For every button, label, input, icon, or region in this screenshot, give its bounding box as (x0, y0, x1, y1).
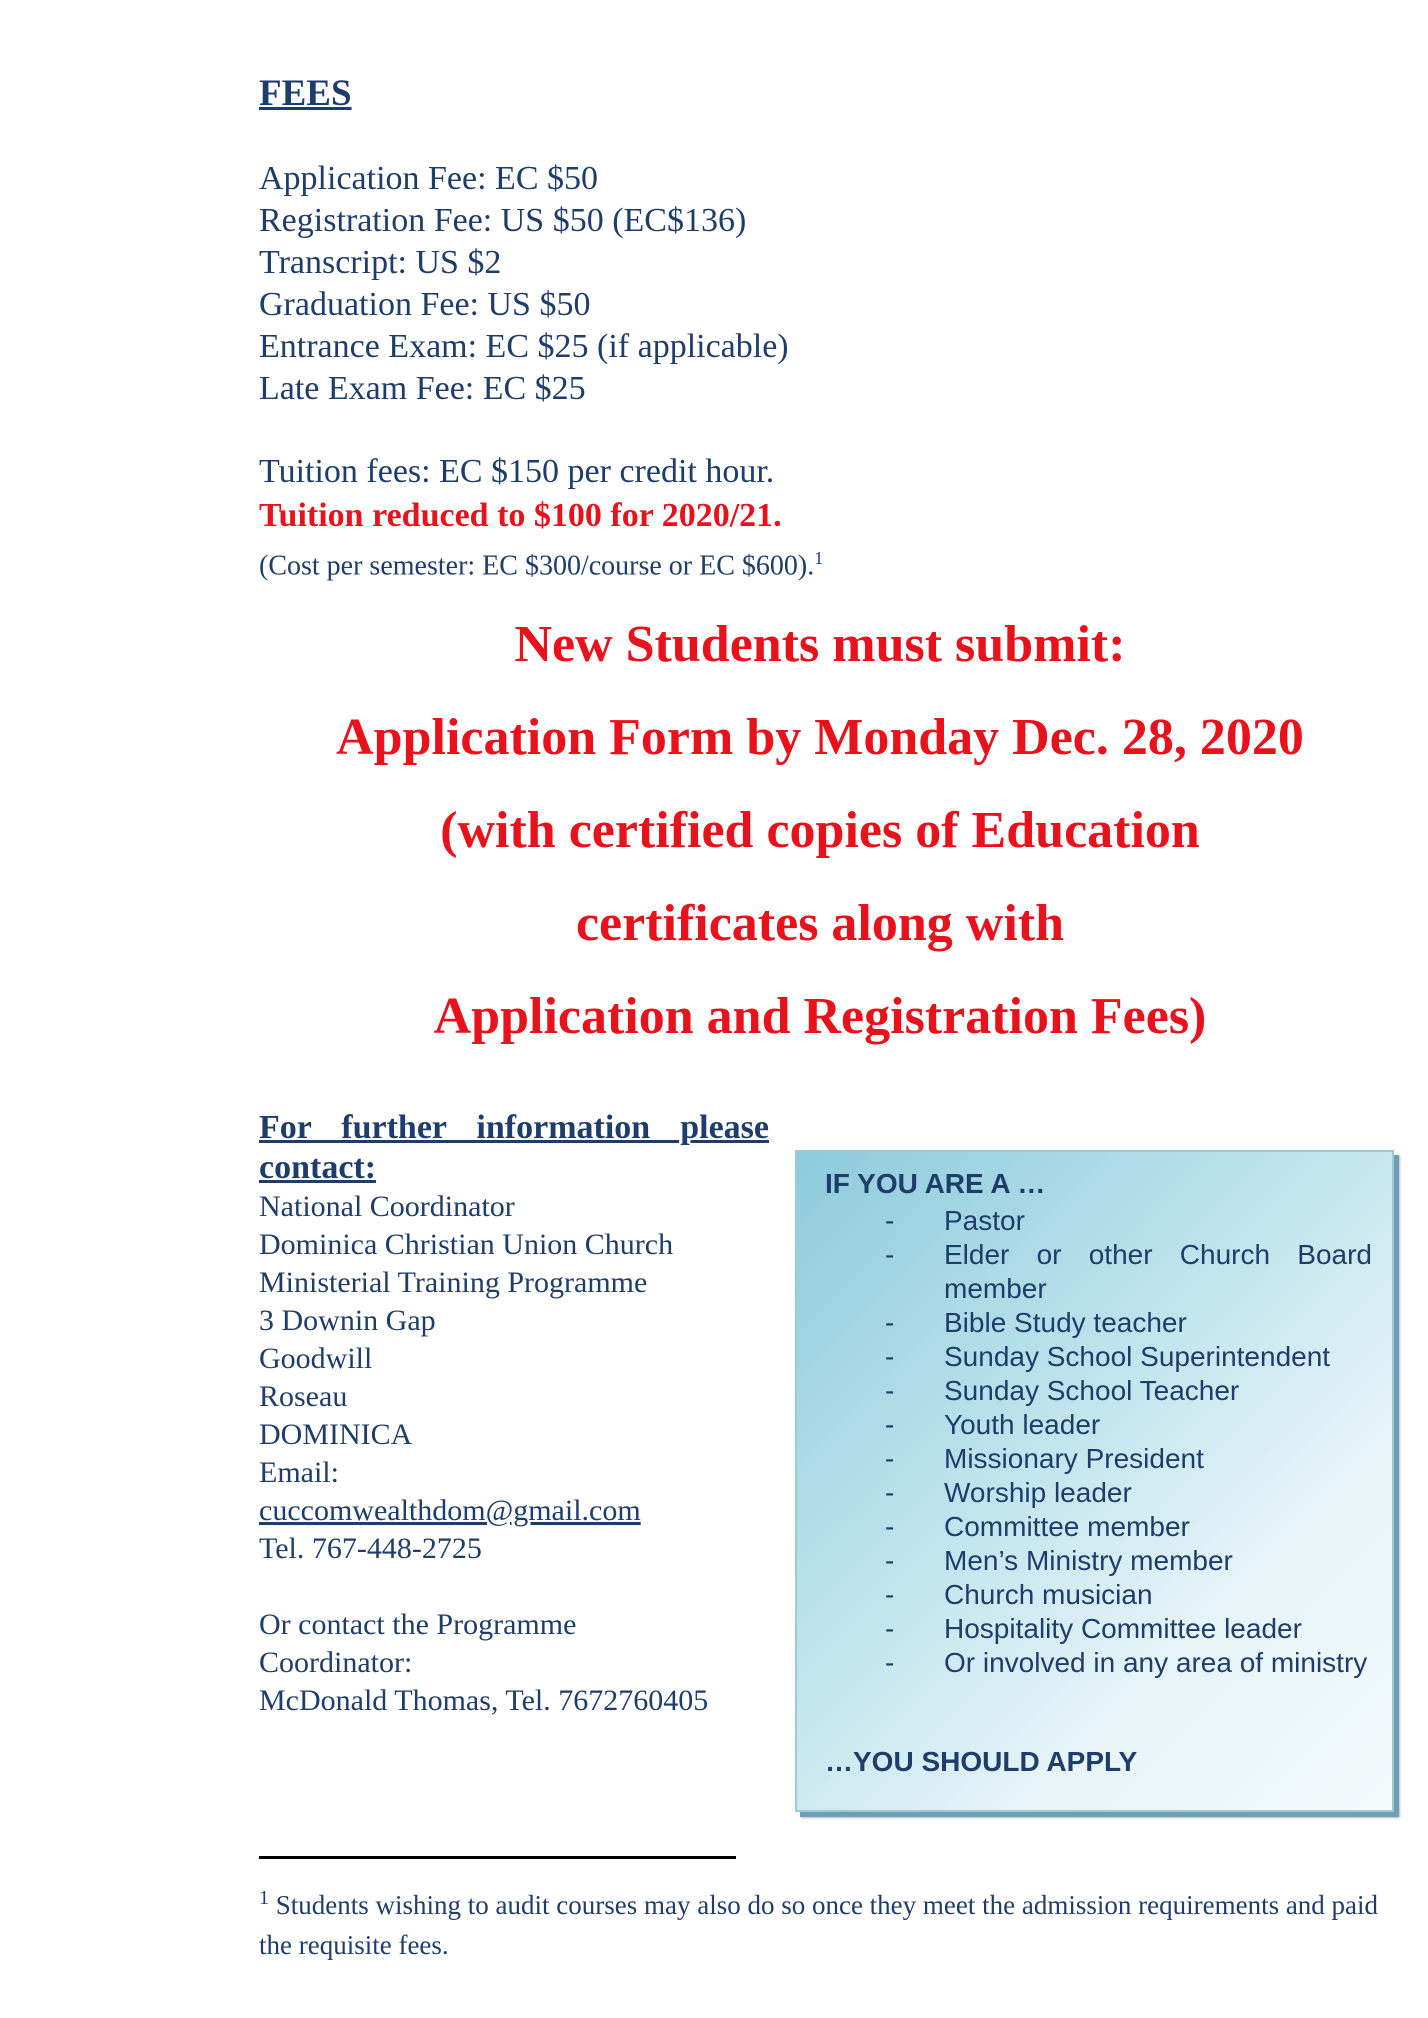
contact-line: DOMINICA (259, 1418, 413, 1451)
telephone: Tel. 767-448-2725 (259, 1532, 482, 1565)
cost-per-semester-text: (Cost per semester: EC $300/course or EC $600). (259, 550, 815, 582)
apply-box-title: IF YOU ARE A … (825, 1168, 1046, 1199)
role-label: Bible Study teacher (944, 1307, 1187, 1338)
alt-contact-line: Coordinator: (259, 1646, 413, 1679)
role-item (825, 1204, 1372, 1238)
role-item (825, 1306, 1372, 1340)
contact-line: Goodwill (259, 1342, 373, 1375)
role-item (825, 1476, 1372, 1510)
fee-item: Late Exam Fee: EC $25 (259, 370, 586, 407)
contact-line: Roseau (259, 1380, 348, 1413)
announcement-line: (with certified copies of Education (440, 802, 1200, 859)
fee-item: Entrance Exam: EC $25 (if applicable) (259, 328, 789, 365)
dash-bullet: - (885, 1647, 895, 1678)
dash-bullet: - (885, 1579, 895, 1610)
contact-heading-continued: contact: (259, 1149, 377, 1186)
role-label: Sunday School Teacher (944, 1375, 1240, 1406)
footnote-divider (259, 1856, 736, 1859)
email-label: Email: (259, 1456, 339, 1489)
tuition-reduced-line: Tuition reduced to $100 for 2020/21. (259, 497, 782, 534)
role-item (825, 1374, 1372, 1408)
role-item (825, 1238, 1372, 1306)
dash-bullet: - (885, 1307, 895, 1338)
footnote-text: Students wishing to audit courses may also do so once they meet the admission requirements and paid the requisite fees. (259, 1890, 1379, 1960)
announcement-line: certificates along with (575, 895, 1065, 952)
role-item (825, 1646, 1372, 1680)
contact-section (259, 1108, 769, 1720)
fee-list (259, 158, 789, 410)
role-label: Youth leader (944, 1409, 1101, 1440)
footnote-reference: 1 (814, 548, 824, 568)
fee-item: Application Fee: EC $50 (259, 160, 599, 197)
fees-heading: FEES (259, 73, 352, 114)
dash-bullet: - (885, 1205, 895, 1236)
apply-box-footer: …YOU SHOULD APPLY (825, 1746, 1138, 1777)
role-item (825, 1612, 1372, 1646)
announcement-line: Application and Registration Fees) (433, 988, 1207, 1045)
dash-bullet: - (885, 1511, 895, 1542)
contact-heading: For further information please (259, 1109, 769, 1146)
role-label: Elder or other Church Board member (944, 1239, 1372, 1304)
role-item (825, 1544, 1372, 1578)
footnote (259, 1878, 1389, 1965)
role-label: Or involved in any area of ministry (944, 1647, 1368, 1678)
role-label: Committee member (944, 1511, 1190, 1542)
spacer (259, 1568, 769, 1606)
dash-bullet: - (885, 1409, 895, 1440)
role-label: Church musician (944, 1579, 1153, 1610)
role-list (825, 1204, 1372, 1680)
fee-item: Registration Fee: US $50 (EC$136) (259, 202, 747, 239)
tuition-fees-line: Tuition fees: EC $150 per credit hour. (259, 453, 775, 490)
contact-line: National Coordinator (259, 1190, 515, 1223)
role-label: Missionary President (944, 1443, 1204, 1474)
announcement-line: Application Form by Monday Dec. 28, 2020 (336, 709, 1304, 766)
role-label: Worship leader (944, 1477, 1132, 1508)
alt-contact-line: Or contact the Programme (259, 1608, 577, 1641)
dash-bullet: - (885, 1477, 895, 1508)
dash-bullet: - (885, 1375, 895, 1406)
role-item (825, 1340, 1372, 1374)
new-students-announcement (180, 598, 1428, 1063)
dash-bullet: - (885, 1443, 895, 1474)
cost-per-semester-line (259, 538, 823, 586)
role-label: Sunday School Superintendent (944, 1341, 1331, 1372)
footnote-marker: 1 (259, 1887, 269, 1909)
dash-bullet: - (885, 1341, 895, 1372)
who-should-apply-box (795, 1150, 1394, 1812)
announcement-line: New Students must submit: (514, 616, 1126, 673)
role-item (825, 1442, 1372, 1476)
email-link[interactable]: cuccomwealthdom@gmail.com (259, 1494, 641, 1527)
role-label: Men’s Ministry member (944, 1545, 1233, 1576)
tuition-section (259, 450, 823, 586)
fee-item: Graduation Fee: US $50 (259, 286, 591, 323)
role-label: Hospitality Committee leader (944, 1613, 1302, 1644)
contact-line: 3 Downin Gap (259, 1304, 436, 1337)
role-label: Pastor (944, 1205, 1025, 1236)
dash-bullet: - (885, 1545, 895, 1576)
dash-bullet: - (885, 1239, 895, 1270)
fee-item: Transcript: US $2 (259, 244, 502, 281)
contact-line: Dominica Christian Union Church (259, 1228, 674, 1261)
dash-bullet: - (885, 1613, 895, 1644)
role-item (825, 1510, 1372, 1544)
role-item (825, 1578, 1372, 1612)
alt-contact-line: McDonald Thomas, Tel. 7672760405 (259, 1684, 709, 1717)
role-item (825, 1408, 1372, 1442)
contact-line: Ministerial Training Programme (259, 1266, 648, 1299)
